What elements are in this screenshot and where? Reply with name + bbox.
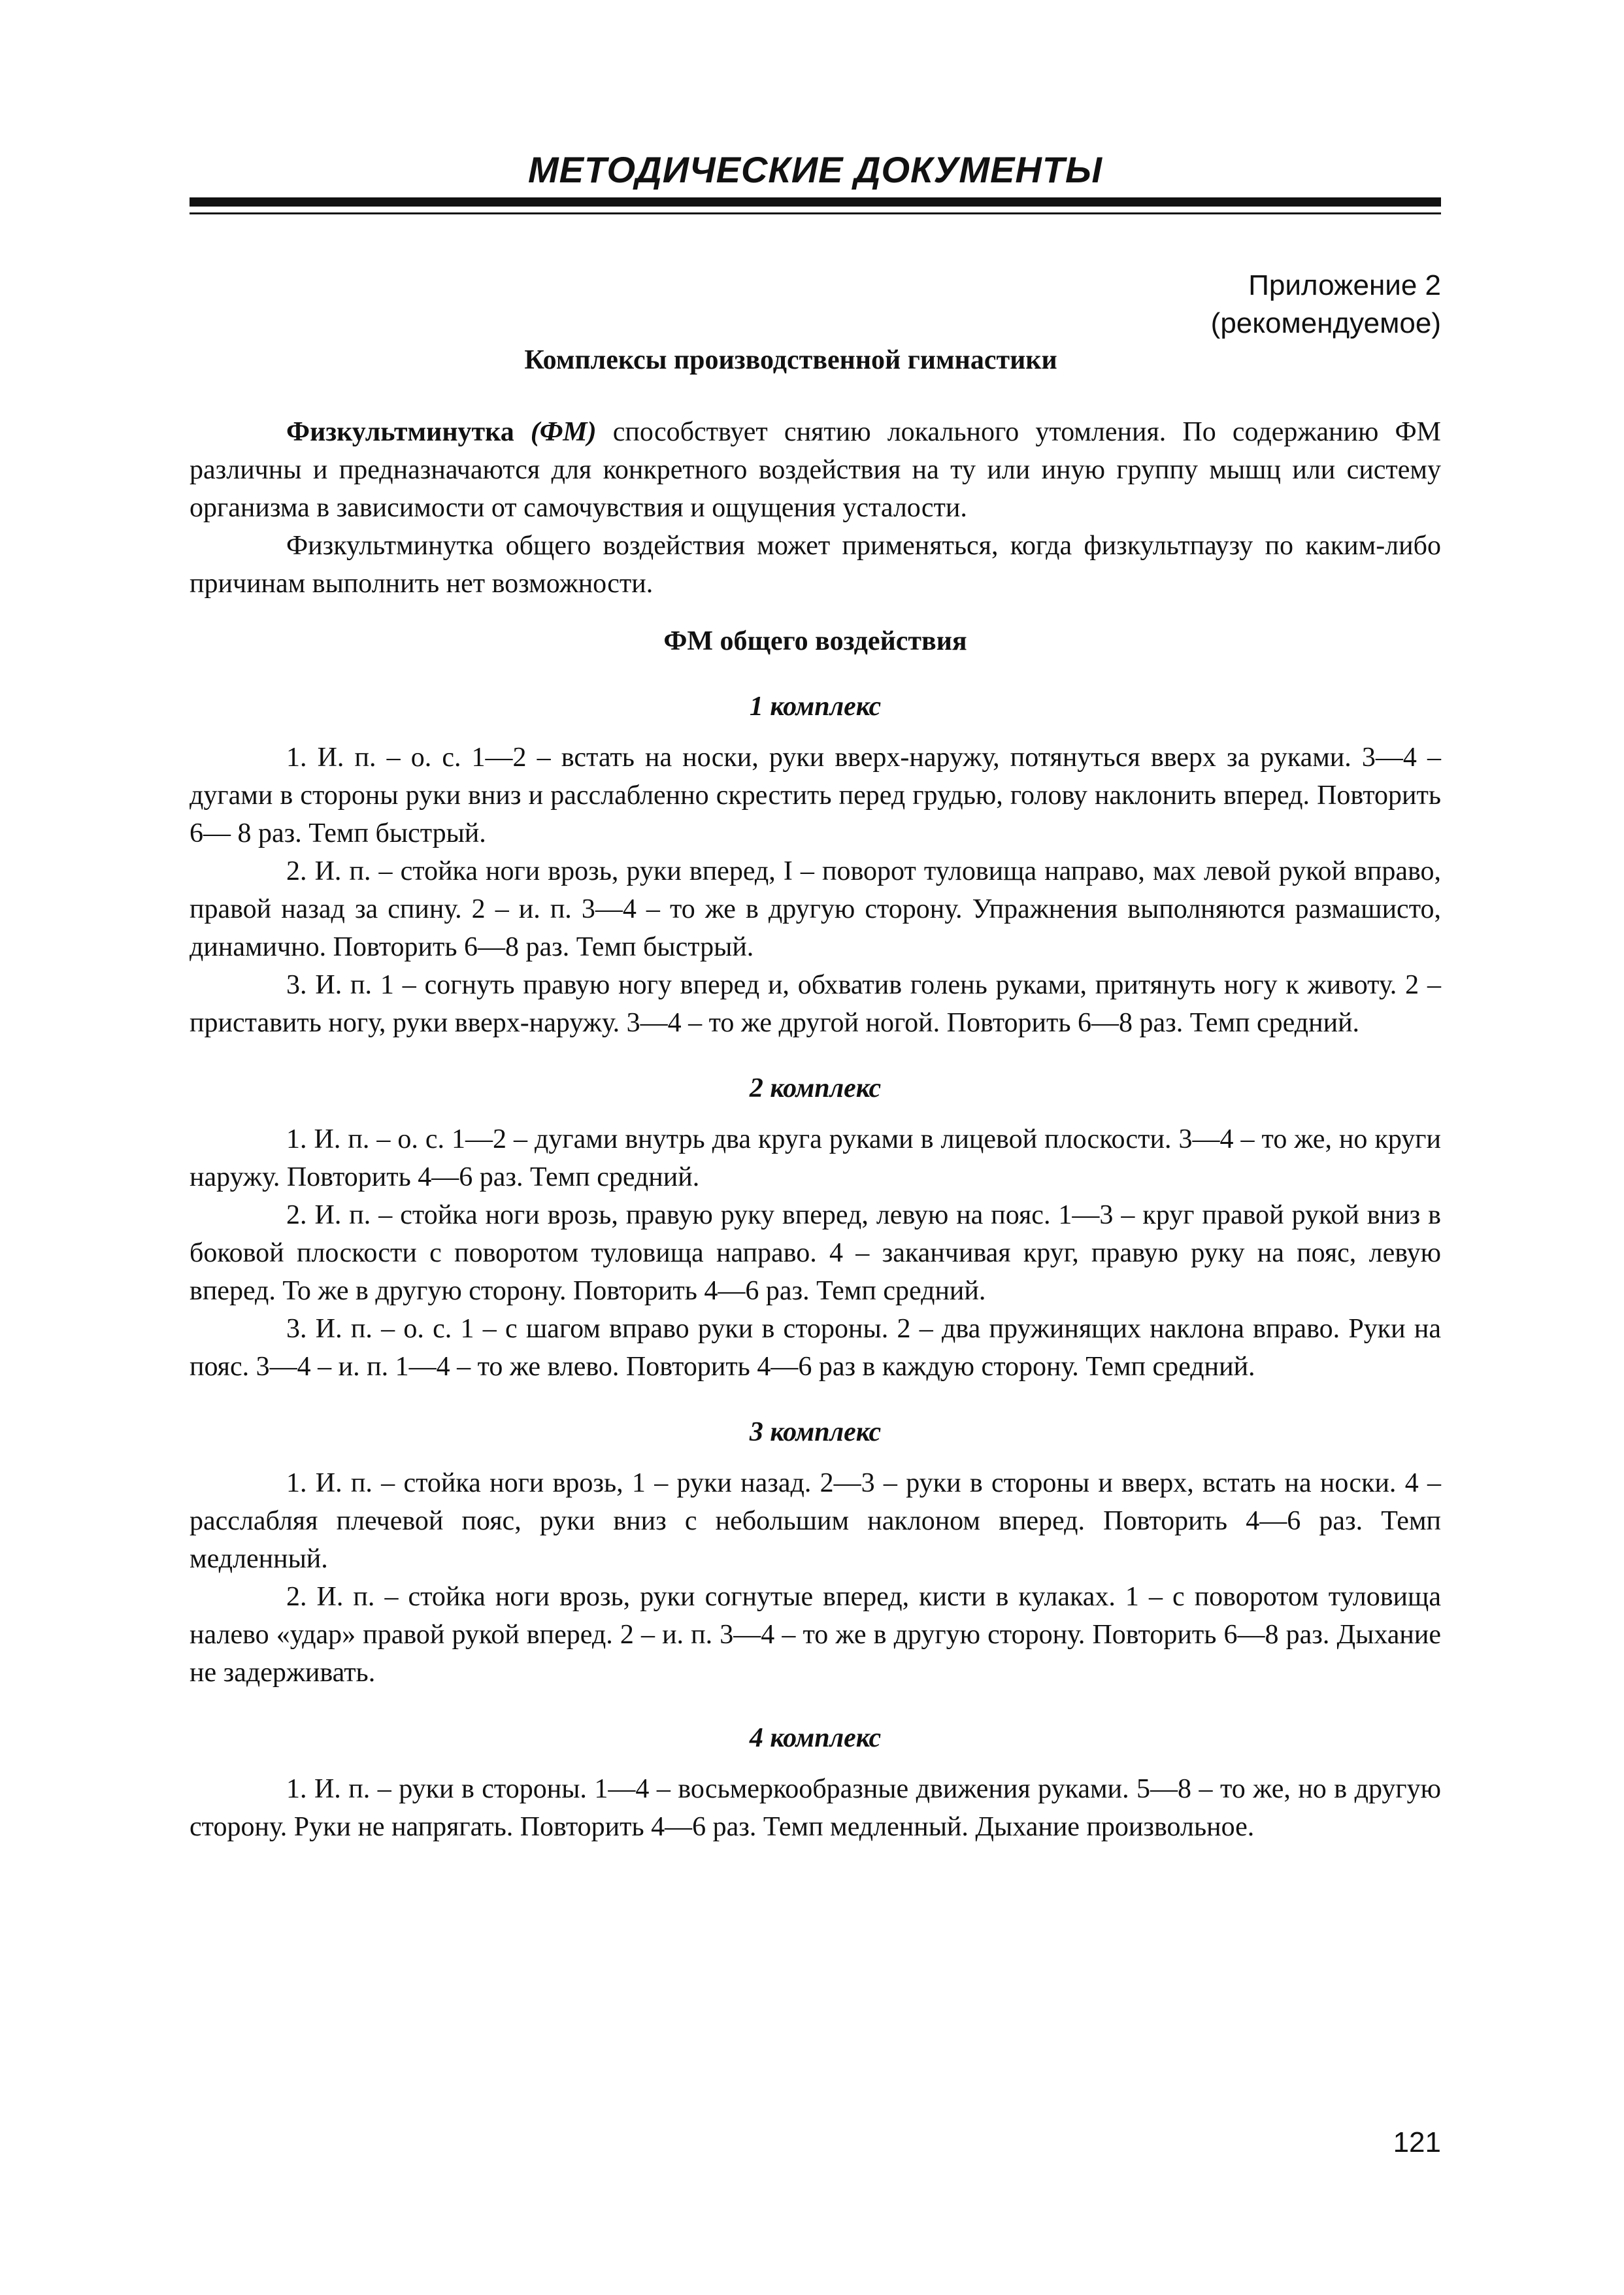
header-rule-thin xyxy=(190,212,1441,214)
page-number: 121 xyxy=(1393,2126,1441,2158)
complex-heading: 3 комплекс xyxy=(749,1417,882,1447)
exercise-item: 1. И. п. – о. с. 1—2 – дугами внутрь два круга руками в лицевой плоскости. 3—4 – то же, но круги наружу. Повторить 4—6 раз. Темп средний. xyxy=(190,1124,1441,1192)
exercise-item: 2. И. п. – стойка ноги врозь, руки согнутые вперед, кисти в кулаках. 1 – с поворотом туловища налево «удар» правой рукой вперед. 2 – и. п. 3—4 – то же в другую сторону. Повторить 6—8 раз. Дыхание не задерживать. xyxy=(190,1582,1441,1688)
intro-paragraph xyxy=(190,413,1441,527)
exercise-item: 1. И. п. – руки в стороны. 1—4 – восьмеркообразные движения руками. 5—8 – то же, но в другую сторону. Руки не напрягать. Повторить 4—6 раз. Темп медленный. Дыхание произвольное. xyxy=(190,1774,1441,1842)
complex-4 xyxy=(190,1719,1441,1846)
complex-1 xyxy=(190,688,1441,1042)
appendix-status: (рекомендуемое) xyxy=(1210,307,1441,339)
document-page xyxy=(190,0,1441,2295)
section-heading: ФМ общего воздействия xyxy=(663,626,967,656)
complex-3 xyxy=(190,1413,1441,1692)
intro-text: способствует снятию локального утомления. По содержанию ФМ различны и предназначаются для конкретного воздействия на ту или иную группу мышц или систему организма в зависимости от самочувствия и ощущения усталости. xyxy=(190,417,1442,523)
appendix-number: Приложение 2 xyxy=(1248,269,1441,301)
exercise-item: 2. И. п. – стойка ноги врозь, правую руку вперед, левую на пояс. 1—3 – круг правой рукой вниз в боковой плоскости с поворотом туловища направо. 4 – заканчивая круг, правую руку на пояс, левую вперед. То же в другую сторону. Повторить 4—6 раз. Темп средний. xyxy=(190,1200,1441,1306)
exercise-item: 1. И. п. – о. с. 1—2 – встать на носки, руки вверх-наружу, потянуться вверх за руками. 3—4 – дугами в стороны руки вниз и расслабленно скрестить перед грудью, голову наклонить вперед. Повторить 6— 8 раз. Темп быстрый. xyxy=(190,743,1441,848)
complex-2 xyxy=(190,1069,1441,1386)
exercise-item: 2. И. п. – стойка ноги врозь, руки вперед, I – поворот туловища направо, мах левой рукой вправо, правой назад за спину. 2 – и. п. 3—4 – то же в другую сторону. Упражнения выполняются размашисто, динамично. Повторить 6—8 раз. Темп быстрый. xyxy=(190,856,1441,962)
exercise-item: 1. И. п. – стойка ноги врозь, 1 – руки назад. 2—3 – руки в стороны и вверх, встать на носки. 4 – расслабляя плечевой пояс, руки вниз с небольшим наклоном вперед. Повторить 4—6 раз. Темп медленный. xyxy=(190,1468,1441,1574)
intro-paragraph-2: Физкультминутка общего воздействия может применяться, когда физкультпаузу по каким-либо причинам выполнить нет возможности. xyxy=(190,531,1441,599)
document-body xyxy=(190,413,1441,1846)
complex-heading: 1 комплекс xyxy=(749,692,882,722)
document-title: Комплексы производственной гимнастики xyxy=(524,345,1057,375)
running-header-title: МЕТОДИЧЕСКИЕ ДОКУМЕНТЫ xyxy=(527,149,1103,190)
header-rule-thick xyxy=(190,197,1441,207)
complex-heading: 2 комплекс xyxy=(749,1073,882,1103)
intro-abbr: (ФМ) xyxy=(530,417,597,447)
exercise-item: 3. И. п. – о. с. 1 – с шагом вправо руки в стороны. 2 – два пружинящих наклона вправо. Руки на пояс. 3—4 – и. п. 1—4 – то же влево. Повторить 4—6 раз в каждую сторону. Темп средний. xyxy=(190,1314,1441,1382)
intro-term: Физкультминутка xyxy=(286,417,514,447)
complex-heading: 4 комплекс xyxy=(749,1723,882,1753)
appendix-label xyxy=(1211,267,1441,343)
exercise-item: 3. И. п. 1 – согнуть правую ногу вперед и, обхватив голень руками, притянуть ногу к животу. 2 – приставить ногу, руки вверх-наружу. 3—4 – то же другой ногой. Повторить 6—8 раз. Темп средний. xyxy=(190,970,1441,1038)
